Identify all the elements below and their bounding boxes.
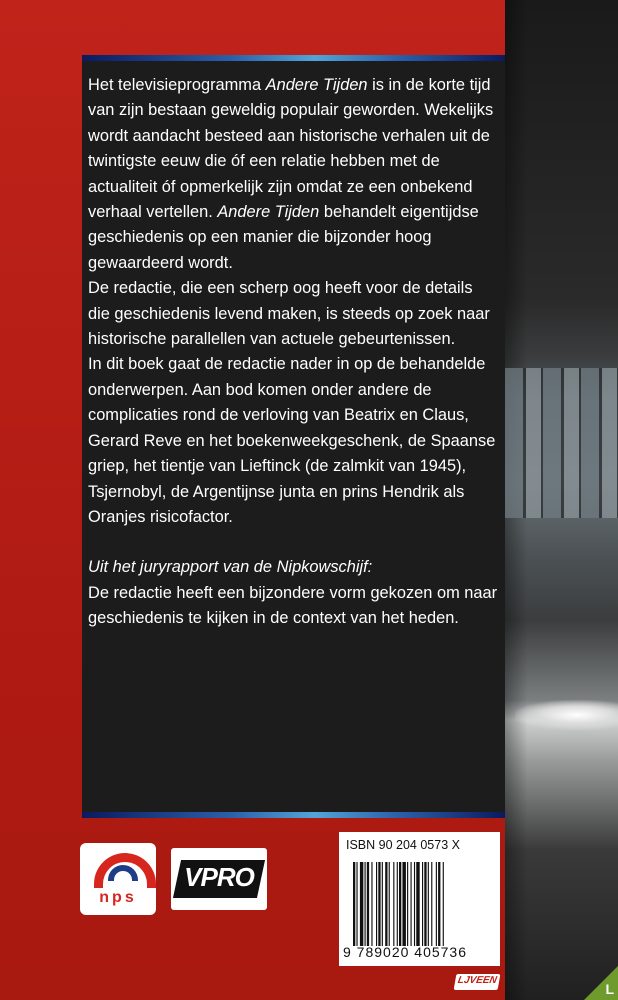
barcode-bar xyxy=(436,862,437,946)
barcode-bar xyxy=(371,862,372,946)
blurb-paragraph-3: In dit boek gaat de redactie nader in op de behandelde onderwerpen. Aan bod komen onder andere de complicaties rond de verloving van Beatrix en Claus, Gerard Reve en het boekenweekgeschenk, de Spaanse griep, het tientje van Lieftinck (de zalmkit van 1945), Tsjernobyl, de Argentijnse junta en prins Hendrik als Oranjes risicofactor. xyxy=(88,355,496,526)
barcode-bar xyxy=(365,862,366,946)
barcode-bar xyxy=(356,862,357,946)
barcode-bar xyxy=(438,862,440,946)
barcode-bar xyxy=(360,862,363,946)
vpro-logo-text: VPRO xyxy=(184,862,254,892)
photo-window xyxy=(505,368,618,518)
barcode-bar xyxy=(443,862,444,946)
nps-logo-text: nps xyxy=(99,889,137,906)
ean-number: 9 789020 405736 xyxy=(343,944,467,960)
barcode-bar xyxy=(431,862,432,946)
barcode-bar xyxy=(407,862,408,946)
blurb-paragraph-2: De redactie, die een scherp oog heeft voor de details die geschiedenis levend maken, is steeds op zoek naar historische parallellen van actuele gebeurtenissen. xyxy=(88,279,490,349)
barcode-bar xyxy=(422,862,423,946)
photo-light xyxy=(515,700,618,730)
publisher-logo xyxy=(454,974,501,990)
barcode-bar xyxy=(424,862,426,946)
barcode-bar xyxy=(382,862,383,946)
blurb-paragraph-1 xyxy=(88,73,498,276)
barcode-icon xyxy=(353,862,493,946)
blurb-text xyxy=(88,73,498,632)
barcode-bar xyxy=(353,862,355,946)
blurb-text-segment: behandelt eigentijdse geschiedenis op een manier die bijzonder hoog gewaardeerd wordt. xyxy=(88,203,479,272)
program-title: Andere Tijden xyxy=(217,203,320,222)
barcode-bar xyxy=(376,862,377,946)
vpro-logo xyxy=(171,848,267,910)
barcode-bar xyxy=(428,862,429,946)
barcode-bar xyxy=(402,862,405,946)
barcode-box xyxy=(339,832,500,966)
barcode-bar xyxy=(411,862,412,946)
jury-quote: De redactie heeft een bijzondere vorm gekozen om naar geschiedenis te kijken in de context van het heden. xyxy=(88,583,498,628)
publisher-logo-text: LJVEEN xyxy=(456,975,498,986)
isbn-number: ISBN 90 204 0573 X xyxy=(346,838,460,852)
stripe-bottom xyxy=(82,812,505,818)
blurb-text-segment: is in de korte tijd van zijn bestaan geweldig populair geworden. Wekelijks wordt aandacht besteed aan historische verhalen uit de twintigste eeuw die óf een relatie hebben met de actualiteit óf opmerkelijk zijn omdat ze een onbekend verhaal vertellen. xyxy=(88,76,494,222)
barcode-bar xyxy=(416,862,419,946)
barcode-bar xyxy=(399,862,401,946)
paragraph-gap xyxy=(88,530,498,555)
corner-badge-letter: L xyxy=(605,981,614,997)
barcode-bar xyxy=(389,862,390,946)
barcode-bar xyxy=(367,862,369,946)
barcode-bar xyxy=(414,862,415,946)
nps-logo xyxy=(80,843,156,915)
blurb-text-segment: Het televisieprogramma xyxy=(88,76,266,94)
jury-heading xyxy=(88,555,498,580)
program-title: Andere Tijden xyxy=(265,76,368,94)
jury-heading-text: Uit het juryrapport van de Nipkowschijf: xyxy=(88,558,373,577)
cover-photo-strip xyxy=(505,0,618,1000)
blurb-panel xyxy=(82,61,505,812)
barcode-bars xyxy=(353,862,493,946)
barcode-bar xyxy=(393,862,394,946)
barcode-bar xyxy=(385,862,387,946)
barcode-bar xyxy=(378,862,380,946)
barcode-bar xyxy=(397,862,398,946)
